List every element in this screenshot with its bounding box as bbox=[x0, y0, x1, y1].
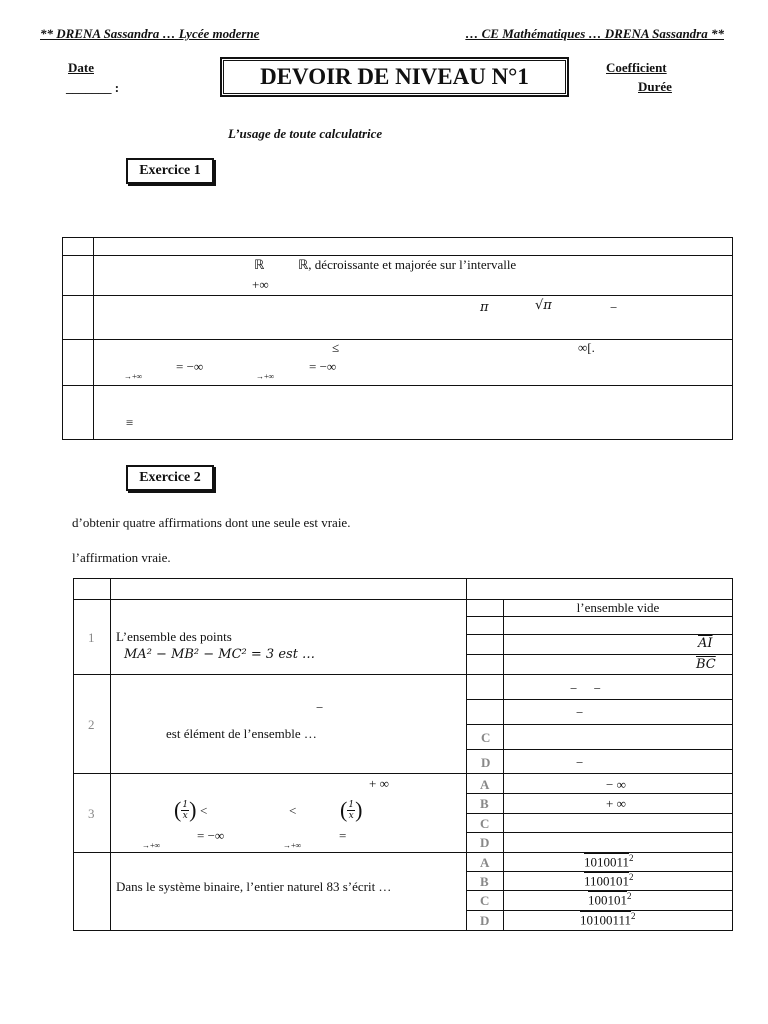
ex1-r1-inf: +∞ bbox=[252, 277, 269, 292]
row2-number: 2 bbox=[88, 717, 95, 732]
row2-answer-b: − bbox=[576, 705, 584, 720]
row3-lim2-sub: →+∞ bbox=[283, 841, 302, 850]
row1-answer-d: $\overline{BC}$ bbox=[696, 657, 716, 672]
exercise2-intro1: d’obtenir quatre affirmations dont une seule est vraie. bbox=[72, 515, 351, 530]
row1-question-line1: L’ensemble des points bbox=[116, 629, 232, 644]
row1-question-line2: MA² − MB² − MC² = 3 est … bbox=[124, 647, 316, 662]
ex1-r3-lim2-sub: →+∞ bbox=[256, 372, 275, 381]
date-label: Date bbox=[68, 60, 94, 75]
page-title: DEVOIR DE NIVEAU N°1 bbox=[220, 57, 569, 97]
row3-question-lt2: < bbox=[289, 803, 297, 818]
row3-letter-d: D bbox=[480, 835, 490, 850]
row4-letter-a: A bbox=[480, 855, 490, 870]
exercise1-label: Exercice 1 bbox=[126, 158, 214, 184]
row2-letter-d: D bbox=[481, 755, 491, 770]
ex1-r2-sqrt: √π bbox=[535, 298, 552, 313]
date-blank: _______ : bbox=[66, 80, 120, 95]
row2-answer-d: − bbox=[576, 755, 584, 770]
row4-letter-d: D bbox=[480, 913, 490, 928]
ex1-r3-lim2-val: = −∞ bbox=[309, 359, 337, 374]
row3-letter-b: B bbox=[480, 796, 489, 811]
row4-letter-b: B bbox=[480, 874, 489, 889]
row3-letter-a: A bbox=[480, 777, 490, 792]
row3-lim1-val: = −∞ bbox=[197, 828, 225, 843]
row4-answer-c: 100101$^2$ bbox=[588, 891, 632, 908]
coefficient-label: Coefficient bbox=[606, 60, 667, 75]
row2-question-minus: − bbox=[316, 700, 324, 715]
row4-question: Dans le système binaire, l’entier naturel 83 s’écrit … bbox=[116, 879, 392, 894]
row1-number: 1 bbox=[88, 630, 95, 645]
ex1-r2-pi: π bbox=[480, 300, 489, 315]
exercise2-label: Exercice 2 bbox=[126, 465, 214, 491]
row4-answer-a: 1010011$^2$ bbox=[584, 853, 634, 870]
row3-question-lt1: < bbox=[200, 803, 208, 818]
duree-label: Durée bbox=[638, 79, 672, 94]
row2-letter-c: C bbox=[481, 730, 491, 745]
row3-answer-b: + ∞ bbox=[606, 796, 626, 811]
row3-number: 3 bbox=[88, 806, 95, 821]
row3-letter-c: C bbox=[480, 816, 490, 831]
ex1-r3-lim1-val: = −∞ bbox=[176, 359, 204, 374]
row1-answer-c: $\overline{AI}$ bbox=[698, 636, 713, 651]
row3-lim2-val: = bbox=[339, 828, 347, 843]
ex1-r3-leq: ≤ bbox=[332, 340, 340, 355]
ex1-r3-lim1-sub: →+∞ bbox=[124, 372, 143, 381]
exercise2-intro2: l’affirmation vraie. bbox=[72, 550, 171, 565]
header-right: … CE Mathématiques … DRENA Sassandra ** bbox=[465, 26, 724, 41]
row2-answer-a: − − bbox=[570, 681, 601, 696]
ex1-r1-set1: ℝ bbox=[254, 257, 265, 272]
row3-answer-a: − ∞ bbox=[606, 777, 626, 792]
row3-fraction-1: ( $\frac{1}{x}$) bbox=[174, 797, 197, 822]
row2-question-line2: est élément de l’ensemble … bbox=[166, 726, 317, 741]
row3-lim1-sub: →+∞ bbox=[142, 841, 161, 850]
ex1-r4-equiv: ≡ bbox=[126, 415, 134, 430]
row3-question-inf: + ∞ bbox=[369, 776, 389, 791]
ex1-r3-inf: ∞[. bbox=[578, 340, 595, 355]
row3-fraction-2: ( $\frac{1}{x}$) bbox=[340, 797, 363, 822]
ex1-r1-text: ℝ, décroissante et majorée sur l’intervalle bbox=[298, 257, 517, 272]
instruction-text: L’usage de toute calculatrice bbox=[228, 126, 383, 141]
row4-letter-c: C bbox=[480, 893, 490, 908]
row4-answer-d: 10100111$^2$ bbox=[580, 911, 636, 928]
ex1-r2-minus: − bbox=[610, 300, 618, 315]
header-left: ** DRENA Sassandra … Lycée moderne bbox=[40, 26, 260, 41]
row1-answer-a: l’ensemble vide bbox=[576, 600, 660, 615]
row4-answer-b: 1100101$^2$ bbox=[584, 872, 634, 889]
